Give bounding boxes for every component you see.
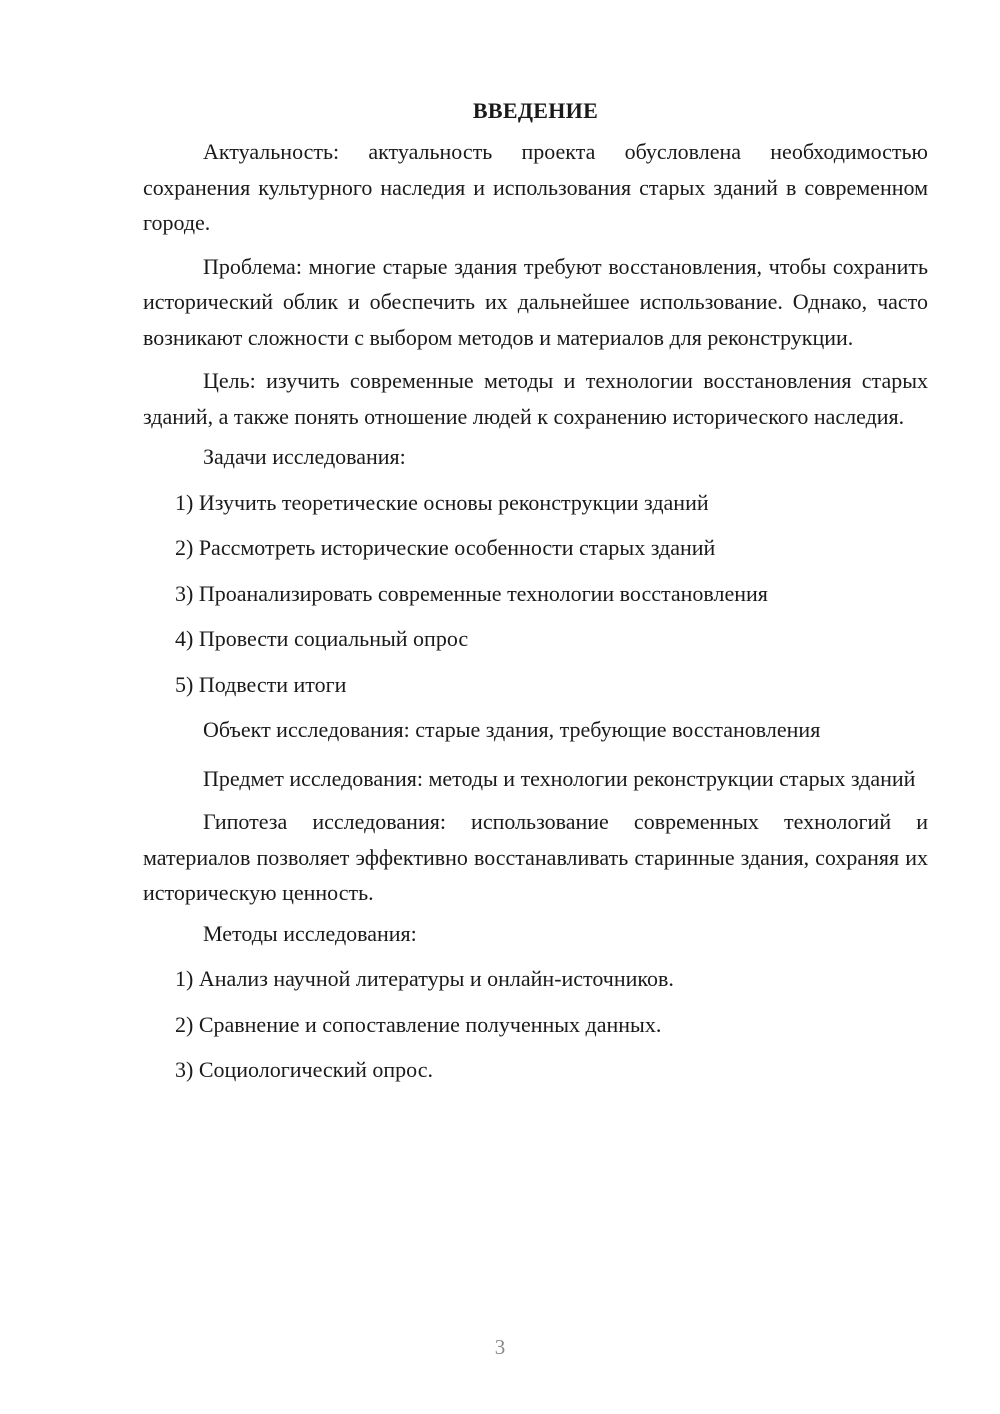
document-page (143, 96, 928, 1101)
tasks-heading: Задачи исследования: (203, 444, 406, 469)
subject-paragraph: Предмет исследования: методы и технологии реконструкции старых зданий (203, 765, 916, 791)
task-item-3: 3) Проанализировать современные технологии восстановления (175, 580, 768, 606)
task-item-4: 4) Провести социальный опрос (175, 626, 469, 651)
method-item-3: 3) Социологический опрос. (175, 1057, 433, 1082)
problem-paragraph: Проблема: многие старые здания требуют восстановления, чтобы сохранить исторический облик и обеспечить их дальнейшее использование. Однако, часто возникают сложности с выбором методов и материалов для реконструкции. (143, 253, 928, 350)
task-item-2: 2) Рассмотреть исторические особенности старых зданий (175, 535, 716, 560)
object-line: Объект исследования: старые здания, требующие восстановления (203, 717, 821, 742)
page-title: ВВЕДЕНИЕ (472, 98, 599, 123)
task-item-1: 1) Изучить теоретические основы реконструкции зданий (175, 489, 709, 515)
relevance-paragraph: Актуальность: актуальность проекта обусловлена необходимостью сохранения культурного наследия и использования старых зданий в современном городе. (143, 139, 928, 235)
page-number: 3 (494, 1335, 506, 1359)
method-item-1: 1) Анализ научной литературы и онлайн-источников. (175, 966, 674, 991)
methods-heading: Методы исследования: (203, 920, 417, 946)
task-item-5: 5) Подвести итоги (175, 671, 347, 697)
method-item-2: 2) Сравнение и сопоставление полученных данных. (175, 1011, 662, 1037)
goal-paragraph: Цель: изучить современные методы и технологии восстановления старых зданий, а также понять отношение людей к сохранению исторического наследия. (143, 368, 928, 429)
hypothesis-paragraph: Гипотеза исследования: использование современных технологий и материалов позволяет эффективно восстанавливать старинные здания, сохраняя их историческую ценность. (143, 809, 928, 905)
